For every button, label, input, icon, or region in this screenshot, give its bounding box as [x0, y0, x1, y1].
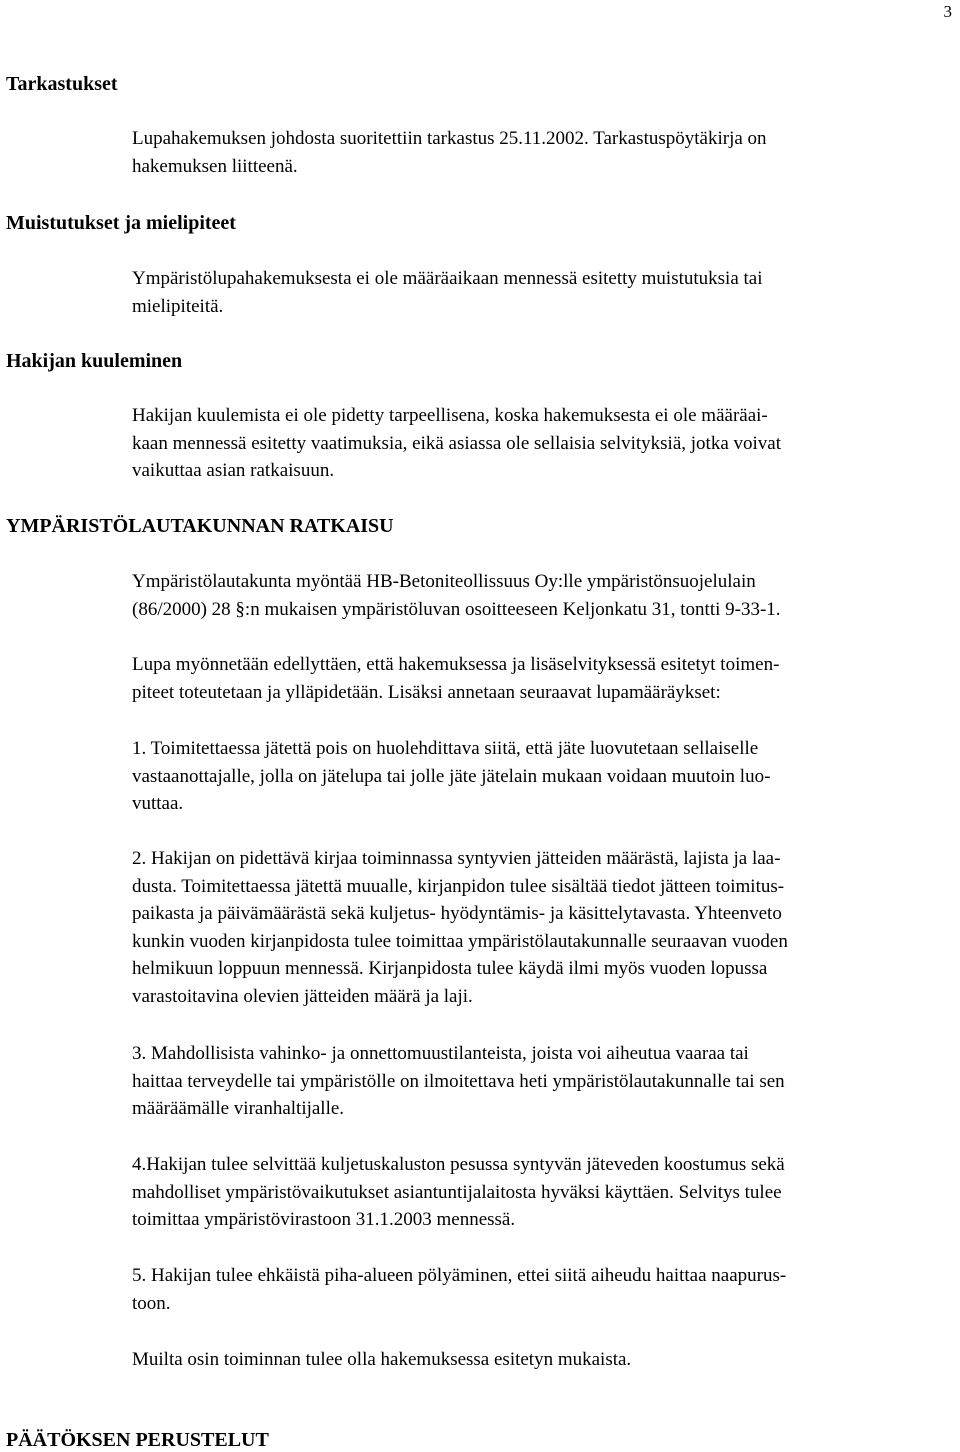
heading-perustelut: PÄÄTÖKSEN PERUSTELUT	[6, 1429, 269, 1451]
paragraph-ratkaisu-conditions	[132, 651, 954, 706]
text-line: Ympäristölautakunta myöntää HB-Betoniteollissuus Oy:lle ympäristönsuojelulain	[132, 571, 756, 592]
license-condition-2	[132, 845, 954, 1010]
heading-hakijan-kuuleminen: Hakijan kuuleminen	[6, 350, 183, 372]
text-line: (86/2000) 28 §:n mukaisen ympäristöluvan osoitteeseen Keljonkatu 31, tontti 9-33-1.	[132, 598, 781, 620]
text-line: 2. Hakijan on pidettävä kirjaa toiminnassa syntyvien jätteiden määrästä, lajista ja laa-	[132, 848, 781, 869]
paragraph-closing	[132, 1346, 954, 1374]
text-line: mahdolliset ympäristövaikutukset asiantuntijalaitosta hyväksi käyttäen. Selvitys tulee	[132, 1181, 782, 1203]
text-line: 3. Mahdollisista vahinko- ja onnettomuustilanteista, joista voi aiheutua vaaraa tai	[132, 1043, 749, 1064]
heading-ratkaisu: YMPÄRISTÖLAUTAKUNNAN RATKAISU	[6, 515, 394, 537]
text-line: 5. Hakijan tulee ehkäistä piha-alueen pölyäminen, ettei siitä aiheudu haittaa naapurus-	[132, 1265, 787, 1286]
license-condition-5	[132, 1262, 954, 1317]
text-line: mielipiteitä.	[132, 295, 224, 317]
text-line: Hakijan kuulemista ei ole pidetty tarpeellisena, koska hakemuksesta ei ole määräai-	[132, 405, 768, 426]
text-line: 1. Toimitettaessa jätettä pois on huolehdittava siitä, että jäte luovutetaan sellaiselle	[132, 738, 759, 759]
text-line: helmikuun loppuun mennessä. Kirjanpidosta tulee käydä ilmi myös vuoden lopussa	[132, 958, 768, 979]
license-condition-4	[132, 1151, 954, 1234]
text-line: määräämälle viranhaltijalle.	[132, 1098, 345, 1119]
paragraph-ratkaisu-intro	[132, 568, 954, 623]
text-line: hakemuksen liitteenä.	[132, 155, 298, 177]
paragraph-tarkastukset	[132, 125, 954, 180]
text-line: varastoitavina olevien jätteiden määrä ja laji.	[132, 985, 473, 1007]
text-line: Muilta osin toiminnan tulee olla hakemuksessa esitetyn mukaista.	[132, 1349, 632, 1370]
text-line: piteet toteutetaan ja ylläpidetään. Lisäksi annetaan seuraavat lupamääräykset:	[132, 681, 721, 703]
text-line: Lupahakemuksen johdosta suoritettiin tarkastus 25.11.2002. Tarkastuspöytäkirja on	[132, 128, 767, 149]
paragraph-hakijan-kuuleminen	[132, 402, 954, 485]
license-condition-1	[132, 735, 954, 818]
license-condition-3	[132, 1040, 954, 1123]
heading-tarkastukset: Tarkastukset	[6, 73, 118, 95]
text-line: dusta. Toimitettaessa jätettä muualle, kirjanpidon tulee sisältää tiedot jätteen toimitus-	[132, 875, 785, 897]
text-line: kunkin vuoden kirjanpidosta tulee toimittaa ympäristölautakunnalle seuraavan vuoden	[132, 930, 788, 952]
text-line: toon.	[132, 1292, 171, 1314]
text-line: paikasta ja päivämäärästä sekä kuljetus- hyödyntämis- ja käsittelytavasta. Yhteenveto	[132, 903, 782, 924]
text-line: vaikuttaa asian ratkaisuun.	[132, 460, 335, 481]
text-line: Lupa myönnetään edellyttäen, että hakemuksessa ja lisäselvityksessä esitetyt toimen-	[132, 654, 780, 675]
heading-muistutukset: Muistutukset ja mielipiteet	[6, 212, 236, 234]
text-line: 4.Hakijan tulee selvittää kuljetuskaluston pesussa syntyvän jäteveden koostumus sekä	[132, 1154, 785, 1175]
text-line: toimittaa ympäristövirastoon 31.1.2003 mennessä.	[132, 1209, 516, 1230]
page-number: 3	[943, 2, 952, 21]
text-line: vuttaa.	[132, 793, 184, 814]
text-line: Ympäristölupahakemuksesta ei ole määräaikaan mennessä esitetty muistutuksia tai	[132, 268, 763, 289]
paragraph-muistutukset	[132, 265, 954, 320]
text-line: vastaanottajalle, jolla on jätelupa tai jolle jäte jätelain mukaan voidaan muutoin luo-	[132, 765, 771, 787]
text-line: kaan mennessä esitetty vaatimuksia, eikä asiassa ole sellaisia selvityksiä, jotka voivat	[132, 432, 781, 454]
text-line: haittaa terveydelle tai ympäristölle on ilmoitettava heti ympäristölautakunnalle tai sen	[132, 1070, 785, 1092]
